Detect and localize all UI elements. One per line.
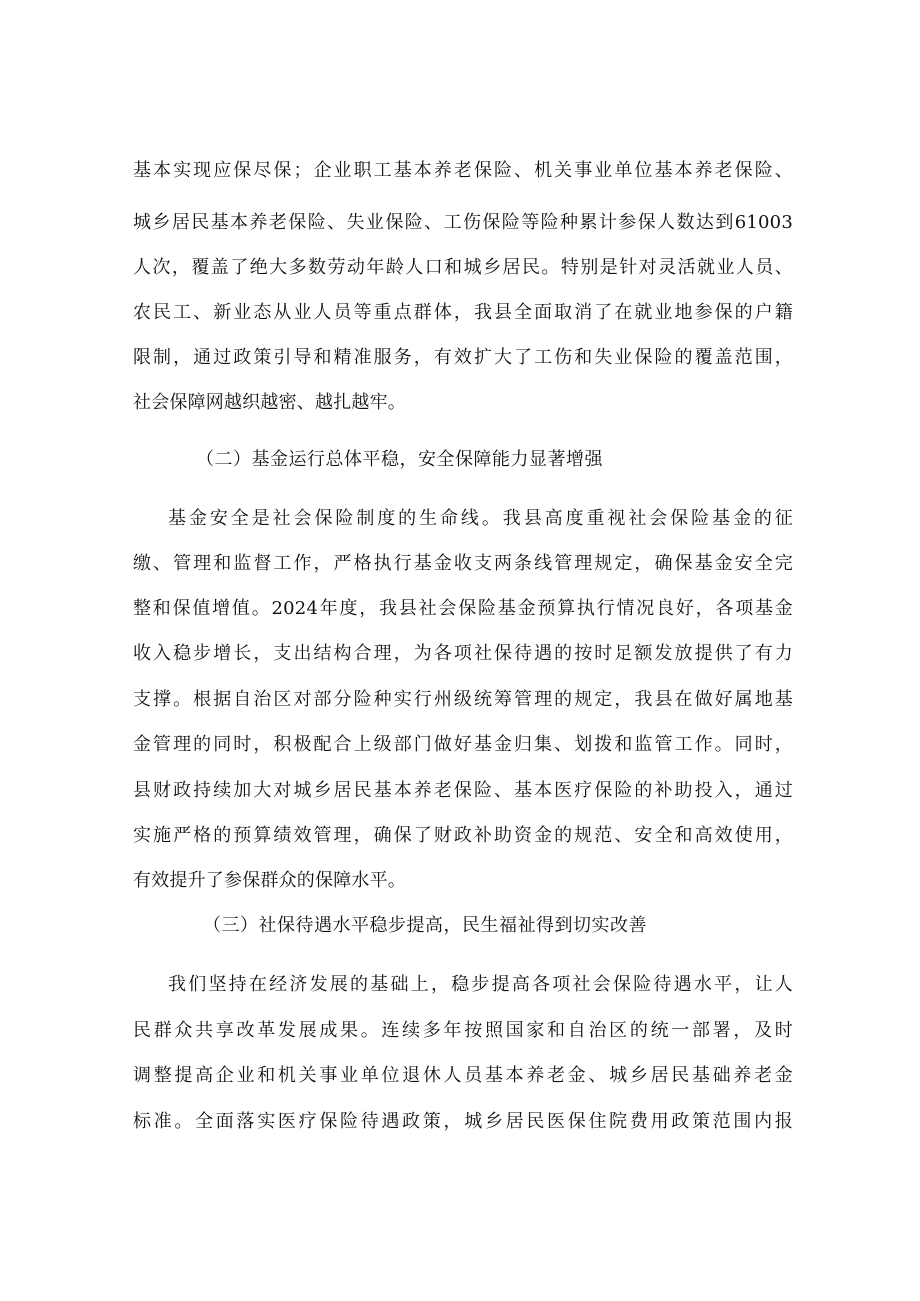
paragraph-line: 城乡居民基本养老保险、失业保险、工伤保险等险种累计参保人数达到61003 bbox=[133, 212, 793, 233]
paragraph-line: 收入稳步增长，支出结构合理，为各项社保待遇的按时足额发放提供了有力 bbox=[133, 643, 793, 664]
paragraph-line: 人次，覆盖了绝大多数劳动年龄人口和城乡居民。特别是针对灵活就业人员、 bbox=[133, 257, 793, 278]
paragraph-line: 实施严格的预算绩效管理，确保了财政补助资金的规范、安全和高效使用， bbox=[133, 825, 793, 846]
paragraph-line: 支撑。根据自治区对部分险种实行州级统筹管理的规定，我县在做好属地基 bbox=[133, 689, 793, 710]
paragraph-line: 民群众共享改革发展成果。连续多年按照国家和自治区的统一部署，及时 bbox=[133, 1020, 793, 1041]
paragraph-line: 县财政持续加大对城乡居民基本养老保险、基本医疗保险的补助投入，通过 bbox=[133, 780, 793, 801]
section-heading-benefit-levels: （三）社保待遇水平稳步提高，民生福祉得到切实改善 bbox=[203, 915, 647, 936]
paragraph-line: 农民工、新业态从业人员等重点群体，我县全面取消了在就业地参保的户籍 bbox=[133, 302, 793, 323]
paragraph-line: 金管理的同时，积极配合上级部门做好基金归集、划拨和监管工作。同时， bbox=[133, 734, 793, 755]
paragraph-line: 基本实现应保尽保；企业职工基本养老保险、机关事业单位基本养老保险、 bbox=[133, 160, 793, 181]
paragraph-line: 整和保值增值。2024年度，我县社会保险基金预算执行情况良好，各项基金 bbox=[133, 598, 793, 619]
paragraph-line: 标准。全面落实医疗保险待遇政策，城乡居民医保住院费用政策范围内报 bbox=[133, 1111, 793, 1132]
paragraph-line: 有效提升了参保群众的保障水平。 bbox=[133, 870, 406, 891]
paragraph-line: 社会保障网越织越密、越扎越牢。 bbox=[133, 392, 406, 413]
paragraph-line: 我们坚持在经济发展的基础上，稳步提高各项社会保险待遇水平，让人 bbox=[168, 974, 793, 995]
section-heading-fund-operation: （二）基金运行总体平稳，安全保障能力显著增强 bbox=[196, 449, 603, 470]
paragraph-line: 调整提高企业和机关事业单位退休人员基本养老金、城乡居民基础养老金 bbox=[133, 1065, 793, 1086]
paragraph-line: 限制，通过政策引导和精准服务，有效扩大了工伤和失业保险的覆盖范围， bbox=[133, 347, 793, 368]
paragraph-line: 基金安全是社会保险制度的生命线。我县高度重视社会保险基金的征 bbox=[168, 508, 793, 529]
paragraph-line: 缴、管理和监督工作，严格执行基金收支两条线管理规定，确保基金安全完 bbox=[133, 553, 793, 574]
